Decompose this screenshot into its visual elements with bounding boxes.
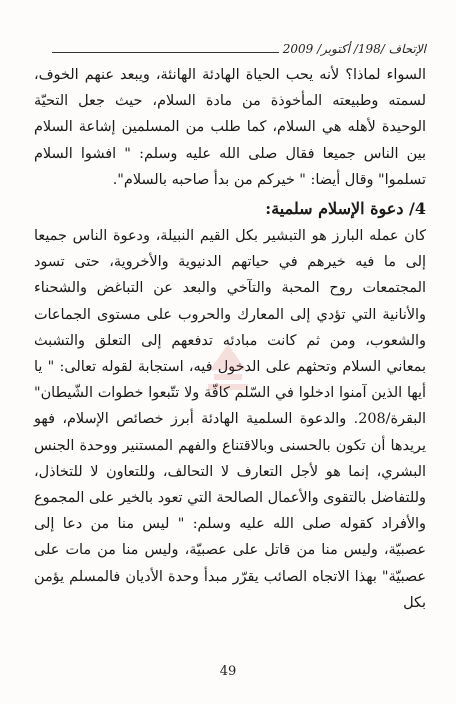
paragraph-opening: السواء لماذا؟ لأنه يحب الحياة الهادئة الهانئة، ويبعد عنهم الخوف، لسمته وطبيعته المأخوذة من مادة السلام، حيث جعل التحيّة الوحيدة لأهله هي السلام، كما طلب من المسلمين إشاعة السلام بين الناس جميعا فقال صلى الله عليه وسلم: " افشوا السلام تسلموا" وقال أيضا: " خيركم من بدأ صاحبه بالسلام". bbox=[34, 67, 426, 188]
header-rule bbox=[52, 52, 279, 53]
page-number: 49 bbox=[219, 664, 237, 679]
section-heading: 4/ دعوة الإسلام سلمية: bbox=[265, 199, 426, 219]
paragraph-main: كان عمله البارز هو التبشير بكل القيم النبيلة، ودعوة الناس جميعا إلى ما فيه خيرهم في حياتهم الدنيوية والأخروية، حتى تسود المجتمعات روح المحبة والتآخي والبعد عن التباغض والشحناء والأنانية التي تؤدي إلى المعارك والحروب على مستوى الجماعات والشعوب، ومن ثم كانت مبادئه تدفعهم إلى التعلق والتشبث بمعاني السلام وتحثهم على الدخول فيه، استجابة لقوله تعالى: " يا أيها الذين آمنوا ادخلوا في السّلم كافّة ولا تتّبعوا خطوات الشّيطان" البقرة/208. والدعوة السلمية الهادئة أبرز خصائص الإسلام، فهو يريدها أن تكون بالحسنى وبالاقتناع والفهم المستنير ووحدة الجنس البشري، إنما هو لأجل التعارف لا التحالف، وللتعاون لا للتخاذل، وللتفاضل بالتقوى والأعمال الصالحة التي تعود بالخير على المجموع والأفراد كقوله صلى الله عليه وسلم: " ليس منا من دعا إلى عصبيّة، وليس منا من قاتل على عصبيّة، وليس منا من مات على عصبيّة" بهذا الاتجاه الصائب يقرّر مبدأ وحدة الأديان فالمسلم يؤمن بكل bbox=[34, 228, 426, 611]
page-body bbox=[34, 62, 426, 616]
running-header bbox=[52, 40, 426, 56]
running-header-title: الإتحاف /198/ أكتوبر/ 2009 bbox=[282, 42, 426, 56]
